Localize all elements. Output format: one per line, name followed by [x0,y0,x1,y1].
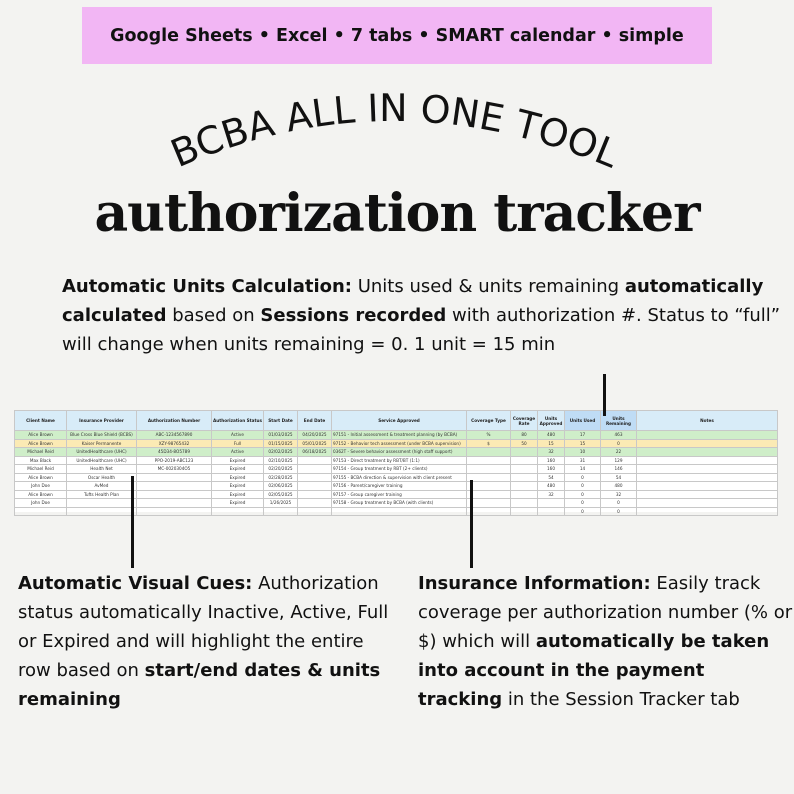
table-cell[interactable]: Expired [212,482,264,491]
table-cell[interactable]: 22 [601,448,637,457]
table-cell[interactable]: Active [212,448,264,457]
table-cell[interactable]: 97154 - Group treatment by RBT (2+ clients) [332,465,467,474]
table-cell[interactable]: 02/28/2025 [264,473,298,482]
units-calc-text-2: based on [166,305,261,326]
table-cell[interactable]: MC-0020304O5 [137,465,212,474]
column-header: Authorization Status [212,411,264,431]
table-cell[interactable]: 0 [601,439,637,448]
column-header: End Date [298,411,332,431]
table-cell[interactable]: 480 [538,431,565,440]
table-cell[interactable]: Expired [212,473,264,482]
table-cell[interactable] [298,507,332,516]
table-cell[interactable]: 17 [565,431,601,440]
column-header: Authorization Number [137,411,212,431]
column-header: Units Remaining [601,411,637,431]
pointer-line-units [603,374,606,416]
table-cell[interactable]: 97153 - Direct treatment by RBT/BT (1:1) [332,456,467,465]
table-cell[interactable]: 97157 - Group caregiver training [332,490,467,499]
table-cell[interactable]: 05/01/2025 [298,439,332,448]
table-cell[interactable] [467,473,511,482]
table-cell[interactable]: 14 [565,465,601,474]
table-cell[interactable] [467,507,511,516]
table-cell[interactable]: 146 [601,465,637,474]
table-cell[interactable]: 80 [511,431,538,440]
authorization-table [14,410,778,516]
table-cell[interactable] [67,507,137,516]
table-cell[interactable] [467,456,511,465]
table-cell[interactable] [298,482,332,491]
table-cell[interactable] [637,473,778,482]
table-cell[interactable] [511,499,538,508]
table-cell[interactable] [137,482,212,491]
table-cell[interactable]: 0 [565,499,601,508]
table-cell[interactable]: Expired [212,490,264,499]
table-cell[interactable]: 04/20/2025 [298,431,332,440]
table-cell[interactable]: UnitedHealthcare (UHC) [67,456,137,465]
visual-cues-text-1: Authorization status automatically Inactive, Active, Full or Expired and will highlight the entire row based on [18,573,389,681]
table-cell[interactable]: Blue Cross Blue Shield (BCBS) [67,431,137,440]
table-cell[interactable] [637,499,778,508]
column-header: Units Approved [538,411,565,431]
table-cell[interactable] [298,456,332,465]
table-cell[interactable]: 02/06/2025 [264,482,298,491]
table-cell[interactable] [637,456,778,465]
table-cell[interactable] [298,490,332,499]
table-cell[interactable] [637,490,778,499]
table-cell[interactable] [637,507,778,516]
table-row [15,473,778,482]
table-cell[interactable]: Expired [212,499,264,508]
table-cell[interactable]: Health Net [67,465,137,474]
table-cell[interactable]: John Doe [15,482,67,491]
banner-text: Google Sheets • Excel • 7 tabs • SMART calendar • simple [110,25,684,46]
table-row [15,439,778,448]
units-calc-heading: Automatic Units Calculation: [62,276,352,297]
table-cell[interactable]: 02/20/2025 [264,465,298,474]
table-cell[interactable]: Oscar Health [67,473,137,482]
table-cell[interactable] [298,465,332,474]
table-cell[interactable] [467,465,511,474]
table-cell[interactable] [67,499,137,508]
table-cell[interactable] [637,482,778,491]
table-cell[interactable]: Expired [212,465,264,474]
table-cell[interactable]: UnitedHealthcare (UHC) [67,448,137,457]
table-cell[interactable]: 15 [565,439,601,448]
table-cell[interactable]: Full [212,439,264,448]
table-cell[interactable]: ABC-1234567890 [137,431,212,440]
table-cell[interactable] [264,507,298,516]
table-cell[interactable] [637,431,778,440]
table-cell[interactable]: Alice Brown [15,439,67,448]
table-row [15,490,778,499]
column-header: Insurance Provider [67,411,137,431]
table-cell[interactable]: 0 [601,499,637,508]
table-cell[interactable] [511,456,538,465]
table-row [15,482,778,491]
insurance-heading: Insurance Information: [418,573,651,594]
table-cell[interactable]: 160 [538,465,565,474]
table-cell[interactable]: 02/05/2025 [264,490,298,499]
pointer-line-status [131,476,134,568]
table-cell[interactable] [212,507,264,516]
table-cell[interactable]: 97156 - Parent/caregiver training [332,482,467,491]
table-cell[interactable] [137,473,212,482]
table-cell[interactable] [511,473,538,482]
table-cell[interactable]: Alice Brown [15,431,67,440]
insurance-bold-1: automatically be taken into account in the payment tracking [418,631,770,710]
table-cell[interactable] [511,482,538,491]
table-cell[interactable]: 97152 - Behavior tech assessment (under BCBA supervision) [332,439,467,448]
table-cell[interactable]: XZY-98765432 [137,439,212,448]
table-row [15,431,778,440]
table-cell[interactable]: 45D34-8O5789 [137,448,212,457]
table-cell[interactable]: Michael Reid [15,448,67,457]
table-cell[interactable]: 97151 - Initial assessment & treatment planning (by BCBA) [332,431,467,440]
table-cell[interactable]: 97158 - Group treatment by BCBA (with clients) [332,499,467,508]
table-cell[interactable]: 50 [511,439,538,448]
table-header-row [15,411,778,431]
table-cell[interactable] [511,465,538,474]
table-cell[interactable]: 0 [565,473,601,482]
table-row [15,499,778,508]
column-header: Start Date [264,411,298,431]
table-cell[interactable] [137,507,212,516]
column-header: Service Approved [332,411,467,431]
table-cell[interactable]: 463 [601,431,637,440]
table-cell[interactable] [137,490,212,499]
table-cell[interactable]: 54 [601,473,637,482]
table-cell[interactable]: 129 [601,456,637,465]
table-cell[interactable]: Michael Reid [15,465,67,474]
table-cell[interactable]: 1/26/2025 [264,499,298,508]
table-cell[interactable]: 15 [538,439,565,448]
table-cell[interactable]: 32 [538,448,565,457]
visual-cues-bold-1: start/end dates & units remaining [18,660,381,710]
table-cell[interactable] [137,499,212,508]
table-cell[interactable]: $ [467,439,511,448]
table-cell[interactable]: 0 [565,490,601,499]
table-cell[interactable] [637,465,778,474]
table-cell[interactable] [538,499,565,508]
table-cell[interactable]: Alice Brown [15,490,67,499]
table-cell[interactable]: 32 [538,490,565,499]
table-cell[interactable] [298,473,332,482]
units-calc-bold-1: automatically calculated [62,276,764,326]
table-cell[interactable]: 0362T - Severe behavior assessment (high staff support) [332,448,467,457]
table-cell[interactable]: 06/18/2025 [298,448,332,457]
table-cell[interactable]: 480 [601,482,637,491]
table-cell[interactable]: 0 [565,507,601,516]
table-cell[interactable] [637,448,778,457]
table-cell[interactable] [467,448,511,457]
table-cell[interactable] [332,507,467,516]
table-cell[interactable] [538,507,565,516]
table-cell[interactable]: 32 [601,490,637,499]
units-calc-bold-2: Sessions recorded [260,305,447,326]
table-cell[interactable]: Tufts Health Plan [67,490,137,499]
table-row [15,507,778,516]
table-cell[interactable]: Expired [212,456,264,465]
table-cell[interactable]: 01/03/2025 [264,431,298,440]
table-cell[interactable]: 02/02/2025 [264,448,298,457]
table-cell[interactable]: 54 [538,473,565,482]
table-cell[interactable]: Kaiser Permanente [67,439,137,448]
table-cell[interactable] [467,499,511,508]
table-cell[interactable]: PPO-2019-ABC123 [137,456,212,465]
column-header: Coverage Rate [511,411,538,431]
column-header: Units Used [565,411,601,431]
spreadsheet-preview [14,410,777,512]
insurance-text-1: Easily track coverage per authorization number (% or $) which will [418,573,793,652]
table-cell[interactable]: 31 [565,456,601,465]
table-cell[interactable] [298,499,332,508]
page-title: authorization tracker [94,183,700,244]
table-cell[interactable]: 01/15/2025 [264,439,298,448]
table-row [15,456,778,465]
insurance-info-text [418,569,794,714]
column-header: Client Name [15,411,67,431]
column-header: Coverage Type [467,411,511,431]
table-cell[interactable]: AvMed [67,482,137,491]
table-cell[interactable]: 160 [538,456,565,465]
table-cell[interactable]: 0 [565,482,601,491]
feature-banner [82,7,712,64]
arc-heading [0,66,794,196]
visual-cues-text [18,569,398,714]
table-cell[interactable]: % [467,431,511,440]
table-row [15,448,778,457]
table-cell[interactable]: 0 [601,507,637,516]
table-cell[interactable] [511,448,538,457]
table-cell[interactable]: 480 [538,482,565,491]
pointer-line-coverage [470,480,473,568]
units-calc-text-3: with authorization #. Status to “full” will change when units remaining = 0. 1 unit = 15 min [62,305,781,355]
table-cell[interactable]: 10 [565,448,601,457]
table-cell[interactable] [467,482,511,491]
table-cell[interactable]: Active [212,431,264,440]
table-cell[interactable]: 02/10/2025 [264,456,298,465]
units-calc-text-1: Units used & units remaining [352,276,625,297]
table-cell[interactable]: John Doe [15,499,67,508]
table-cell[interactable] [467,490,511,499]
table-cell[interactable]: Max Black [15,456,67,465]
table-cell[interactable] [511,490,538,499]
visual-cues-heading: Automatic Visual Cues: [18,573,253,594]
table-row [15,465,778,474]
table-cell[interactable] [511,507,538,516]
units-calculation-text [62,272,782,359]
table-cell[interactable]: 97155 - BCBA direction & supervision with client present [332,473,467,482]
arc-heading-text: BCBA ALL IN ONE TOOL [164,85,626,177]
column-header: Notes [637,411,778,431]
table-cell[interactable]: Alice Brown [15,473,67,482]
table-cell[interactable] [637,439,778,448]
insurance-text-2: in the Session Tracker tab [502,689,740,710]
table-cell[interactable] [15,507,67,516]
